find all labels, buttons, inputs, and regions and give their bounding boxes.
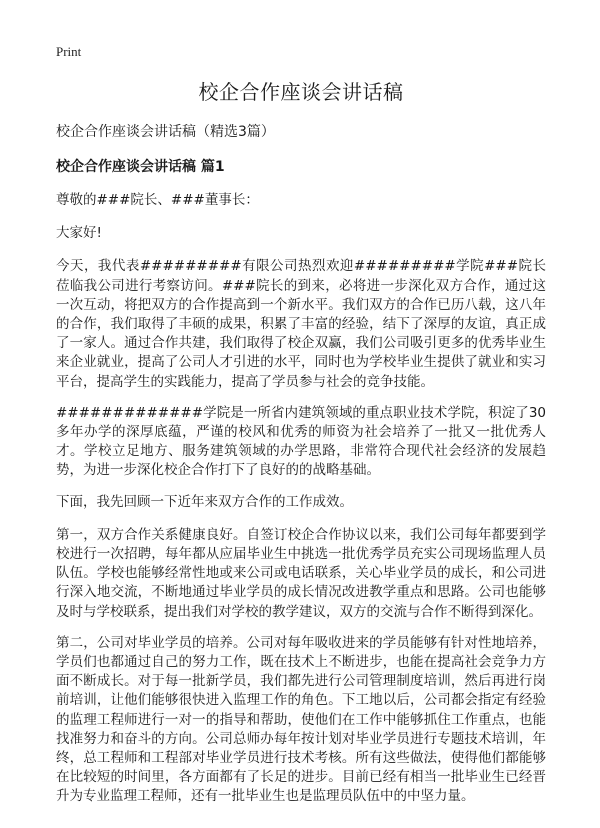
body-paragraph: 今天，我代表#########有限公司热烈欢迎#########学院###院长莅临我公司进行考察访问。###院长的到来，必将进一步深化双方合作，通过这一次互动，将把双方的合作提高到一个新水平。我们双方的合作已历八载，这八年的合作，我们取得了丰硕的成果，积累了丰富的经验，结下了深厚的友谊，真正成了一家人。通过合作共建，我们取得了校企双赢，我们公司吸引更多的优秀毕业生来企业就业，提高了公司人才引进的水平，同时也为学校毕业生提供了就业和实习平台，提高学生的实践能力，提高了学员参与社会的竞争技能。 [56,258,546,390]
greeting-line: 大家好! [56,225,102,242]
document-title: 校企合作座谈会讲话稿 [198,80,404,104]
body-paragraph: 第一，双方合作关系健康良好。自签订校企合作协议以来，我们公司每年都要到学校进行一次招聘，每年都从应届毕业生中挑选一批优秀学员充实公司现场监理人员队伍。学校也能够经常性地或来公司或电话联系，关心毕业学员的成长，和公司进行深入地交流，不断地通过毕业学员的成长情况改进教学重点和思路。公司也能够及时与学校联系，提出我们对学校的教学建议，双方的交流与合作不断得到深化。 [56,526,546,620]
document-subtitle: 校企合作座谈会讲话稿（精选3篇） [56,124,275,140]
body-paragraph: #############学院是一所省内建筑领域的重点职业技术学院，积淀了30多年办学的深厚底蕴，严谨的校风和优秀的师资为社会培养了一批又一批优秀人才。学校立足地方、服务建筑领域的办学思路，非常符合现代社会经济的发展趋势，为进一步深化校企合作打下了良好的的战略基础。 [56,404,546,479]
document-body [56,78,546,819]
body-paragraph: 第二，公司对毕业学员的培养。公司对每年吸收进来的学员能够有针对性地培养，学员们也都通过自己的努力工作，既在技术上不断进步，也能在提高社会竞争力方面不断成长。对于每一批新学员，我们都先进行公司管理制度培训，然后再进行岗前培训，让他们能够很快进入监理工作的角色。下工地以后，公司都会指定有经验的监理工程师进行一对一的指导和帮助，使他们在工作中能够抓住工作重点，也能找准努力和奋斗的方向。公司总师办每年按计划对毕业学员进行专题技术培训，年终，总工程师和工程部对毕业学员进行技术考核。所有这些做法，使得他们都能够在比较短的时间里，各方面都有了长足的进步。目前已经有相当一批毕业生已经晋升为专业监理工程师，还有一批毕业生也是监理员队伍中的中坚力量。 [56,634,546,805]
greeting-line: 尊敬的###院长、###董事长： [56,192,259,208]
print-link[interactable]: Print [56,44,82,59]
section-heading: 校企合作座谈会讲话稿 篇1 [56,159,225,175]
body-paragraph: 下面，我先回顾一下近年来双方合作的工作成效。 [56,493,353,510]
